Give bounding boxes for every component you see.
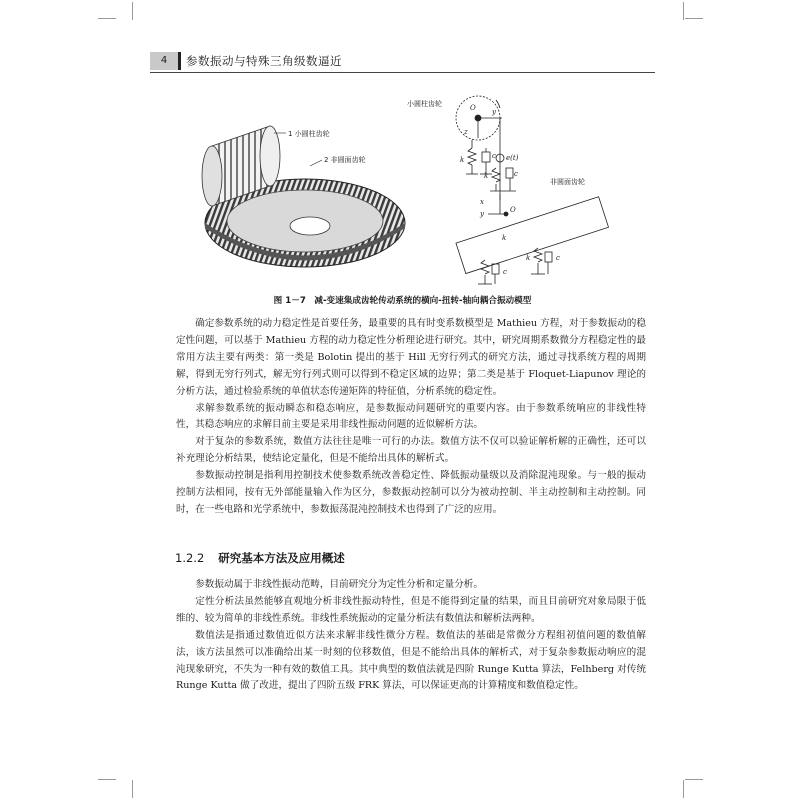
paragraph: 求解参数系统的振动瞬态和稳态响应，是参数振动问题研究的重要内容。由于参数系统响应的非线性特性，其稳态响应的求解目前主要是采用非线性振动问题的近似解析方法。	[176, 402, 646, 431]
small-gear-label: 小圆柱齿轮	[407, 100, 442, 108]
face-gear-label: 2 非圆面齿轮	[324, 156, 366, 164]
symbol-c3: c	[556, 254, 560, 262]
crop-mark	[98, 779, 116, 794]
crop-mark	[118, 2, 133, 20]
paragraph: 数值法是指通过数值近似方法来求解非线性微分方程。数值法的基础是常微分方程组初值问题的数值解法，该方法虽然可以准确给出某一时刻的位移数值，但是不能给出具体的解析式，对于复杂参数振动响应的混沌现象研究，不失为一种有效的数值工具。其中典型的数值法就是四阶 Runge Kutta 算法，Felhberg 对传统 Runge Kutta 做了改进，提出了四阶五级 FRK 算法，可以保证更高的计算精度和数值稳定性。	[176, 629, 646, 692]
symbol-k3: k	[526, 254, 531, 262]
symbol-k2: k	[502, 234, 507, 242]
symbol-z1: z	[464, 128, 468, 136]
figure-caption: 图 1－7 减-变速集成齿轮传动系统的横向-扭转-轴向耦合振动模型	[273, 296, 532, 306]
section-number: 1.2.2	[175, 551, 205, 565]
gear-system-diagram	[200, 88, 640, 294]
paragraph: 确定参数系统的动力稳定性是首要任务，最重要的具有时变系数模型是 Mathieu 方程，对于参数振动的稳定性问题，可以基于 Mathieu 方程的动力稳定性分析理论进行研究。其中，研究周期系数微分方程稳定性的最常用方法主要有两类：第一类是 Bolotin 提出的基于 Hill 无穷行列式的研究方法，通过寻找系统方程的周期解，得到无穷行列式，解无穷行列式则可以得到不稳定区域的边界；第二类是基于 Floquet-Liapunov 理论的分析方法，通过检验系统的单值状态传递矩阵的特征值，分析系统的稳定性。	[176, 318, 646, 397]
leader-line	[310, 160, 322, 166]
paragraph: 参数振动控制是指利用控制技术使参数系统改善稳定性、降低振动量级以及消除混沌现象。与一般的振动控制方法相同，按有无外部能量输入作为区分，参数振动控制可以分为被动控制、半主动控制和主动控制。同时，在一些电路和光学系统中，参数振荡混沌控制技术也得到了广泛的应用。	[176, 470, 646, 515]
vibration-model-schematic	[407, 96, 609, 284]
header-rule	[150, 72, 655, 73]
crop-mark	[685, 779, 703, 794]
noncircular-gear-label: 非圆面齿轮	[550, 178, 585, 186]
section-title: 研究基本方法及应用概述	[218, 551, 345, 565]
pinion-label: 1 小圆柱齿轮	[288, 130, 330, 138]
crop-mark	[685, 18, 703, 33]
running-title: 参数振动与特殊三角级数逼近	[186, 54, 342, 68]
body-text-upper	[176, 316, 646, 519]
symbol-et: e(t)	[506, 154, 519, 162]
running-header	[150, 52, 655, 72]
symbol-c2: c	[503, 268, 507, 276]
symbol-c1: c	[492, 152, 496, 160]
crop-mark	[98, 18, 116, 33]
symbol-y2: y	[480, 210, 484, 218]
symbol-cm: c	[514, 170, 518, 178]
paragraph: 参数振动属于非线性振动范畴，目前研究分为定性分析和定量分析。	[195, 579, 483, 590]
symbol-x2: x	[480, 198, 484, 206]
page-number: 4	[150, 52, 178, 70]
symbol-y1: y	[492, 108, 496, 116]
crop-mark	[118, 780, 133, 798]
body-text-lower	[176, 577, 646, 695]
header-divider	[178, 52, 181, 70]
symbol-km: k	[484, 172, 489, 180]
section-heading	[175, 550, 345, 566]
symbol-o2: O	[510, 206, 516, 214]
paragraph: 对于复杂的参数系统，数值方法往往是唯一可行的办法。数值方法不仅可以验证解析解的正确性，还可以补充理论分析结果，使结论定量化，但是不能给出具体的解析式。	[176, 436, 646, 465]
symbol-k1: k	[460, 156, 465, 164]
figure-1-7	[200, 88, 640, 294]
paragraph: 定性分析法虽然能够直观地分析非线性振动特性，但是不能得到定量的结果，而且目前研究对象局限于低维的、较为简单的非线性系统。非线性系统振动的定量分析法有数值法和解析法两种。	[176, 595, 646, 624]
symbol-o1: O	[470, 104, 476, 112]
